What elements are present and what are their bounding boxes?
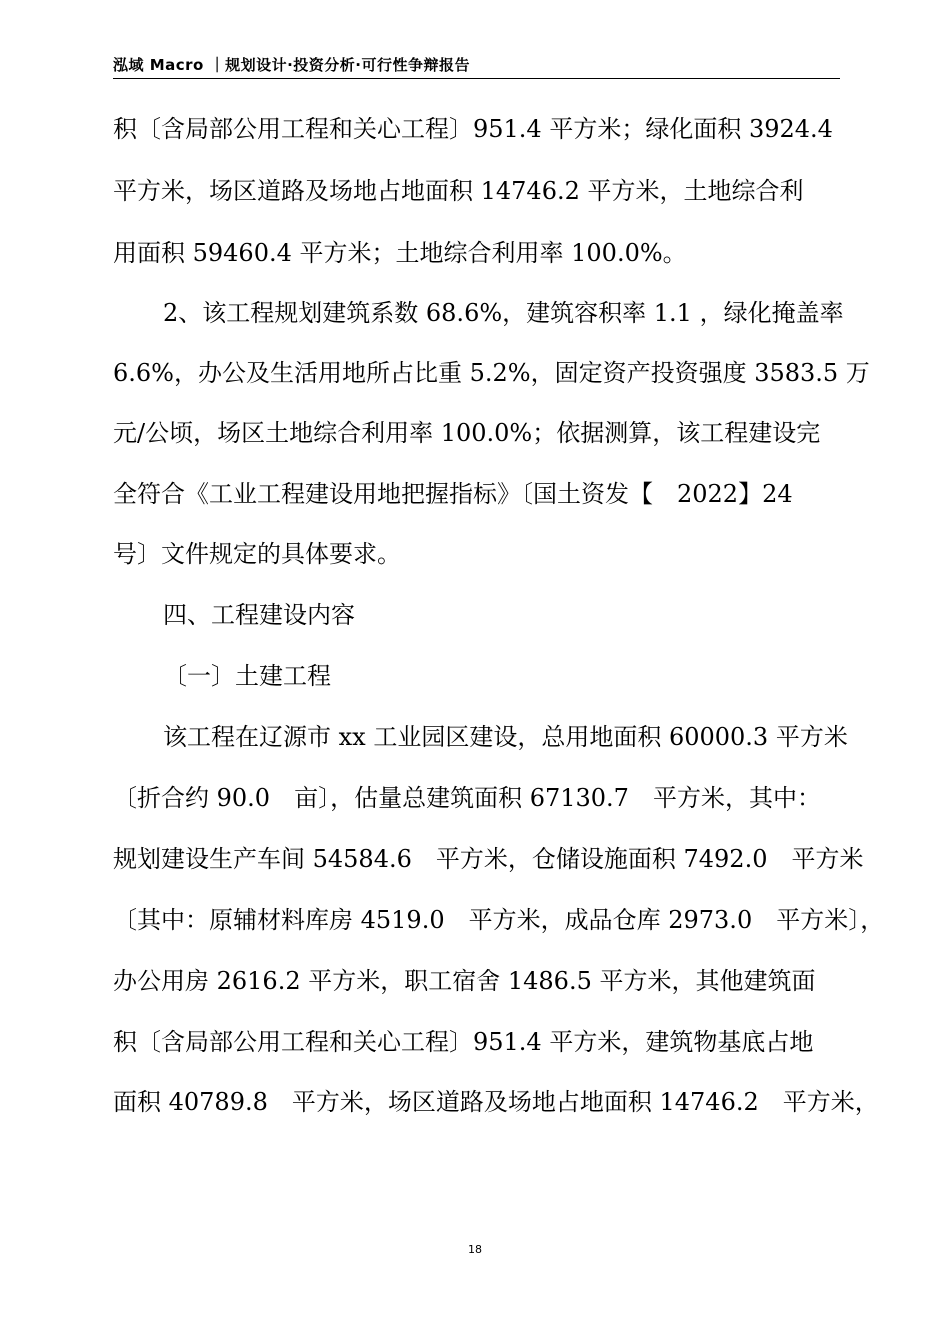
header-text: 泓域 Macro ｜规划设计·投资分析·可行性争辩报告 xyxy=(113,56,470,74)
body-line: 该工程在辽源市 xx 工业园区建设，总用地面积 60000.3 平方米 xyxy=(163,723,848,751)
section-heading: 四、工程建设内容 xyxy=(163,601,355,629)
body-line: 〔折合约 90.0 亩〕，估量总建筑面积 67130.7 平方米，其中： xyxy=(113,784,821,812)
body-line: 面积 40789.8 平方米，场区道路及场地占地面积 14746.2 平方米， xyxy=(113,1088,879,1116)
body-line: 2、该工程规划建筑系数 68.6%，建筑容积率 1.1 ，绿化掩盖率 xyxy=(163,299,844,327)
body-line: 6.6%，办公及生活用地所占比重 5.2%，固定资产投资强度 3583.5 万 xyxy=(113,359,870,387)
body-line: 规划建设生产车间 54584.6 平方米，仓储设施面积 7492.0 平方米 xyxy=(113,845,864,873)
body-line: 元/公顷，场区土地综合利用率 100.0%；依据测算，该工程建设完 xyxy=(113,419,821,447)
page-number: 18 xyxy=(468,1243,482,1256)
body-line: 积〔含局部公用工程和关心工程〕951.4 平方米；绿化面积 3924.4 xyxy=(113,115,833,143)
body-line: 办公用房 2616.2 平方米，职工宿舍 1486.5 平方米，其他建筑面 xyxy=(113,967,816,995)
page-header xyxy=(113,52,840,79)
body-line: 〔其中：原辅材料库房 4519.0 平方米，成品仓库 2973.0 平方米〕， xyxy=(113,906,885,934)
body-line: 平方米，场区道路及场地占地面积 14746.2 平方米，土地综合利 xyxy=(113,177,804,205)
body-line: 全符合《工业工程建设用地把握指标》〔国土资发【 2022】24 xyxy=(113,480,793,508)
body-line: 积〔含局部公用工程和关心工程〕951.4 平方米，建筑物基底占地 xyxy=(113,1028,814,1056)
body-line: 号〕文件规定的具体要求。 xyxy=(113,540,401,568)
body-line: 用面积 59460.4 平方米；土地综合利用率 100.0%。 xyxy=(113,239,687,267)
subsection-heading: 〔一〕土建工程 xyxy=(163,662,331,690)
